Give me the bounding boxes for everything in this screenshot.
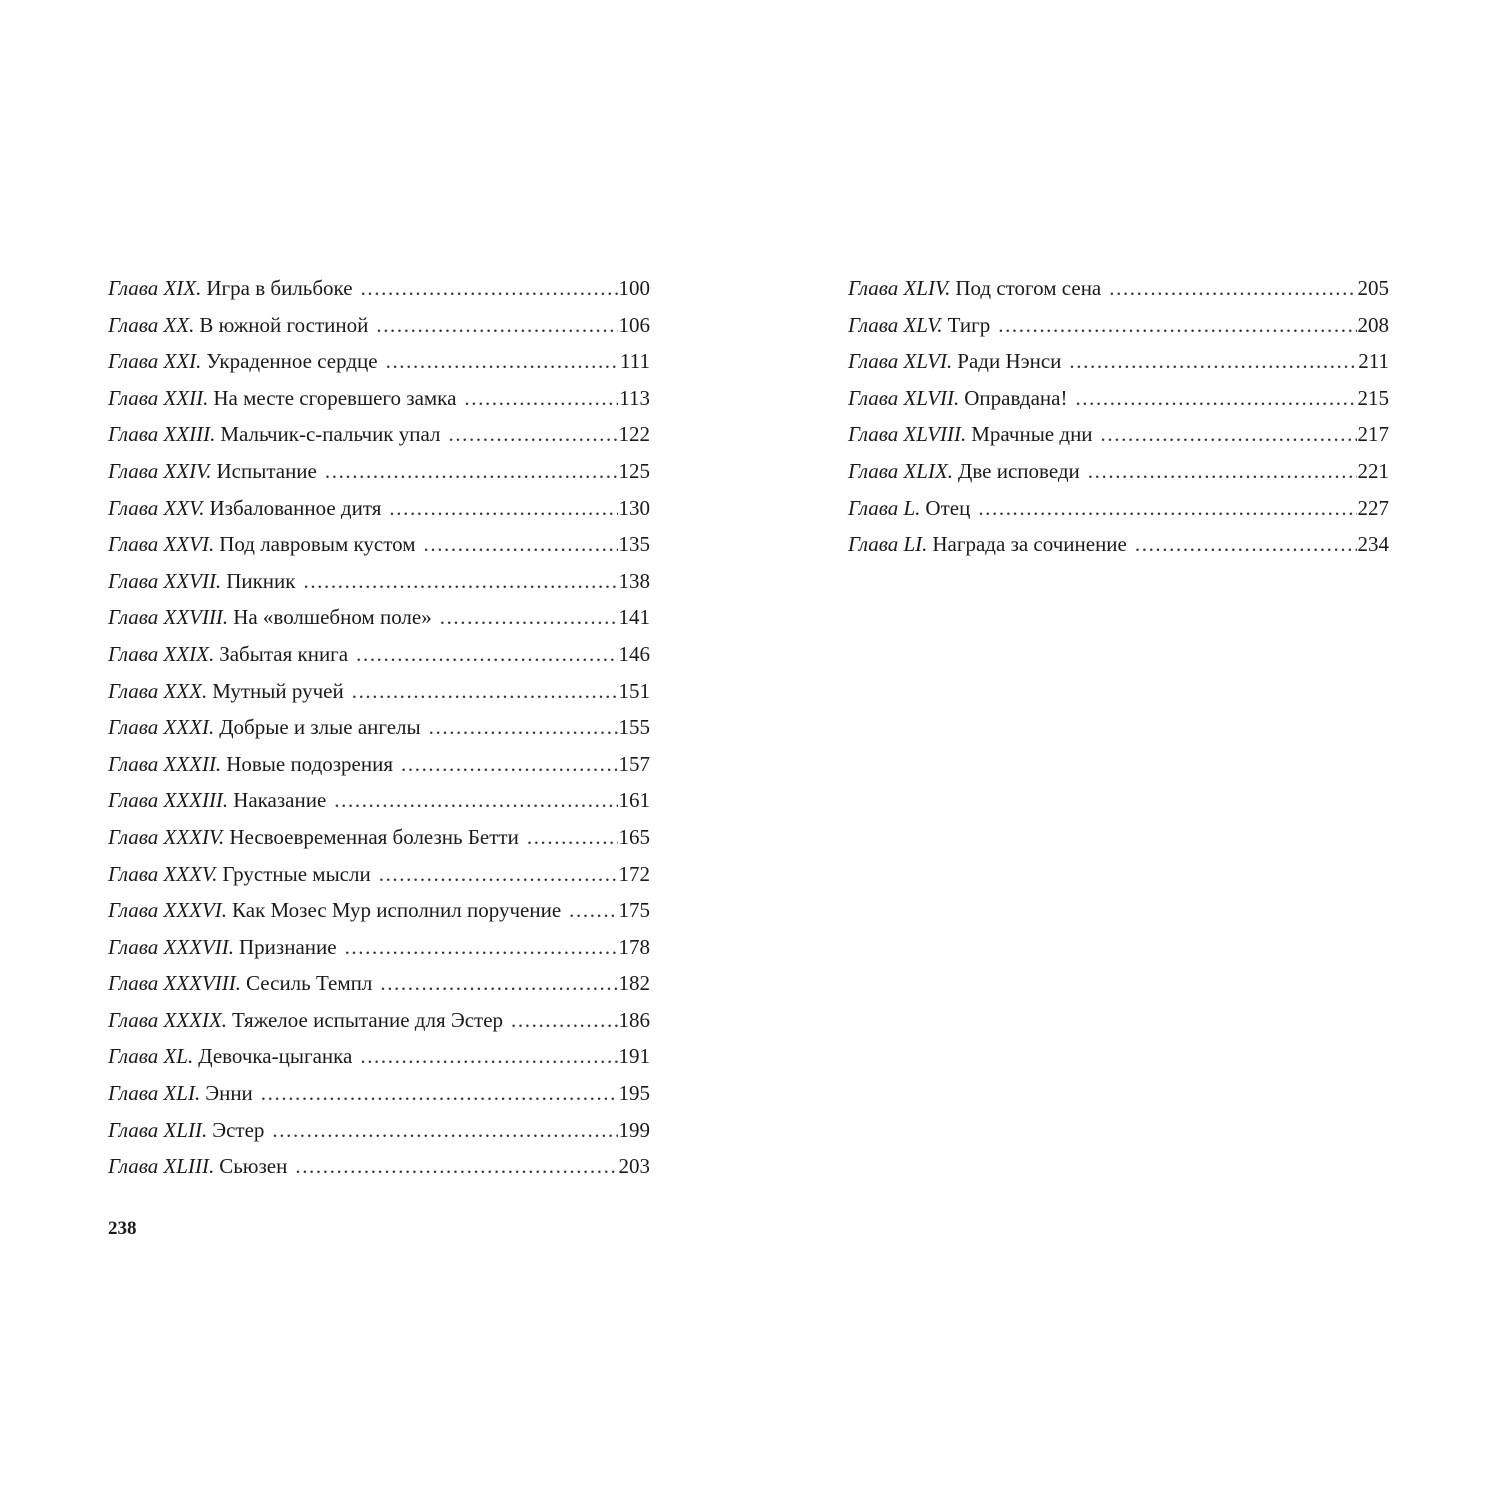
chapter-label: Глава XXXIV. [108, 824, 225, 849]
chapter-page-number: 182 [618, 971, 650, 996]
chapter-page-number: 208 [1357, 312, 1389, 337]
toc-entry [108, 673, 650, 710]
chapter-title: Тигр [947, 312, 991, 337]
toc-entry [108, 453, 650, 490]
chapter-label: Глава XXI. [108, 349, 202, 374]
chapter-label: Глава XXII. [108, 385, 209, 410]
toc-entry [108, 892, 650, 929]
chapter-label: Глава XXIX. [108, 641, 215, 666]
chapter-title: Оправдана! [964, 385, 1068, 410]
chapter-title: Эстер [212, 1117, 265, 1142]
toc-entry [108, 746, 650, 783]
chapter-label: Глава XLVI. [848, 349, 953, 374]
toc-entry [108, 307, 650, 344]
toc-entry [108, 965, 650, 1002]
dot-leader [970, 490, 1357, 527]
toc-entry [848, 526, 1389, 563]
toc-entry [108, 1148, 650, 1185]
dot-leader [1101, 270, 1357, 307]
chapter-title: Несвоевременная болезнь Бетти [229, 824, 519, 849]
toc-entry [108, 270, 650, 307]
chapter-page-number: 141 [618, 605, 650, 630]
dot-leader [264, 1112, 618, 1149]
chapter-label: Глава XLIII. [108, 1154, 215, 1179]
chapter-page-number: 234 [1357, 532, 1389, 557]
chapter-label: Глава XXIV. [108, 458, 212, 483]
chapter-label: Глава XXVI. [108, 532, 215, 557]
dot-leader [368, 307, 618, 344]
dot-leader [990, 307, 1357, 344]
chapter-title: Сесиль Темпл [246, 971, 373, 996]
dot-leader [503, 1002, 618, 1039]
chapter-label: Глава XL. [108, 1044, 194, 1069]
dot-leader [352, 1038, 618, 1075]
dot-leader [287, 1148, 618, 1185]
dot-leader [432, 599, 618, 636]
dot-leader [317, 453, 618, 490]
chapter-title: Под стогом сена [955, 276, 1102, 300]
chapter-label: Глава XXXII. [108, 751, 222, 776]
chapter-page-number: 191 [618, 1044, 650, 1069]
dot-leader [561, 892, 618, 929]
chapter-title: Добрые и злые ангелы [219, 715, 421, 740]
chapter-title: На «волшебном поле» [233, 605, 432, 630]
toc-entry [108, 490, 650, 527]
dot-leader [1093, 416, 1357, 453]
chapter-page-number: 203 [618, 1154, 650, 1179]
toc-entry [108, 343, 650, 380]
chapter-label: Глава XXXIII. [108, 788, 229, 813]
chapter-page-number: 199 [618, 1117, 650, 1142]
chapter-page-number: 130 [618, 495, 650, 520]
toc-entry [108, 819, 650, 856]
chapter-title: Пикник [226, 568, 296, 593]
chapter-title: Как Мозес Мур исполнил поручение [232, 898, 562, 923]
dot-leader [344, 673, 618, 710]
chapter-title: Избалованное дитя [209, 495, 382, 520]
chapter-page-number: 135 [618, 532, 650, 557]
chapter-title: Мутный ручей [212, 678, 344, 703]
toc-entry [848, 490, 1389, 527]
chapter-page-number: 146 [618, 641, 650, 666]
dot-leader [253, 1075, 618, 1112]
chapter-title: В южной гостиной [199, 312, 369, 337]
chapter-page-number: 172 [618, 861, 650, 886]
dot-leader [1080, 453, 1357, 490]
toc-entry [848, 453, 1389, 490]
dot-leader [1127, 526, 1357, 563]
chapter-label: Глава XXXV. [108, 861, 218, 886]
toc-entry [108, 1075, 650, 1112]
dot-leader [371, 856, 618, 893]
chapter-title: Игра в бильбоке [206, 276, 353, 300]
chapter-page-number: 215 [1357, 385, 1389, 410]
dot-leader [372, 965, 618, 1002]
chapter-page-number: 106 [618, 312, 650, 337]
chapter-title: Девочка-цыганка [198, 1044, 353, 1069]
dot-leader [337, 929, 618, 966]
toc-entry [848, 270, 1389, 307]
toc-entry [108, 599, 650, 636]
dot-leader [440, 416, 618, 453]
chapter-title: Забытая книга [219, 641, 349, 666]
chapter-title: Отец [925, 495, 971, 520]
toc-entry [108, 856, 650, 893]
chapter-label: Глава XXXVIII. [108, 971, 242, 996]
dot-leader [1067, 380, 1357, 417]
chapter-label: Глава XXIII. [108, 422, 216, 447]
chapter-label: Глава XLVII. [848, 385, 960, 410]
chapter-title: Мрачные дни [971, 422, 1093, 447]
chapter-title: Награда за сочинение [932, 532, 1127, 557]
toc-entry [848, 307, 1389, 344]
chapter-title: Энни [205, 1081, 253, 1106]
chapter-label: Глава L. [848, 495, 921, 520]
chapter-title: Две исповеди [958, 458, 1080, 483]
chapter-label: Глава XLIV. [848, 276, 951, 300]
dot-leader [353, 270, 618, 307]
chapter-label: Глава XXVII. [108, 568, 222, 593]
chapter-title: Мальчик-с-пальчик упал [220, 422, 441, 447]
dot-leader [416, 526, 619, 563]
dot-leader [519, 819, 618, 856]
chapter-title: Под лавровым кустом [219, 532, 416, 557]
chapter-label: Глава XXXIX. [108, 1007, 228, 1032]
chapter-label: Глава XXX. [108, 678, 208, 703]
toc-entry [108, 526, 650, 563]
chapter-page-number: 111 [620, 349, 650, 374]
dot-leader [456, 380, 618, 417]
toc-entry [108, 929, 650, 966]
chapter-label: Глава XLII. [108, 1117, 208, 1142]
chapter-page-number: 122 [618, 422, 650, 447]
toc-right-column [848, 270, 1389, 563]
page-number: 238 [108, 1218, 137, 1239]
dot-leader [348, 636, 618, 673]
chapter-label: Глава XX. [108, 312, 195, 337]
toc-entry [108, 782, 650, 819]
toc-left-column [108, 270, 650, 1185]
chapter-label: Глава XXVIII. [108, 605, 229, 630]
toc-entry [848, 343, 1389, 380]
chapter-page-number: 175 [618, 898, 650, 923]
dot-leader [1061, 343, 1357, 380]
dot-leader [393, 746, 618, 783]
dot-leader [421, 709, 618, 746]
chapter-label: Глава XLIX. [848, 458, 954, 483]
chapter-label: Глава XIX. [108, 276, 202, 300]
chapter-page-number: 161 [618, 788, 650, 813]
toc-entry [108, 1112, 650, 1149]
chapter-label: Глава LI. [848, 532, 928, 557]
chapter-page-number: 125 [618, 458, 650, 483]
dot-leader [295, 563, 618, 600]
dot-leader [378, 343, 618, 380]
chapter-page-number: 138 [618, 568, 650, 593]
chapter-title: Тяжелое испытание для Эстер [232, 1007, 504, 1032]
chapter-page-number: 221 [1357, 458, 1389, 483]
toc-entry [108, 709, 650, 746]
chapter-label: Глава XXXI. [108, 715, 215, 740]
chapter-title: Новые подозрения [226, 751, 394, 776]
toc-entry [848, 416, 1389, 453]
chapter-page-number: 227 [1357, 495, 1389, 520]
dot-leader [326, 782, 618, 819]
chapter-label: Глава XLVIII. [848, 422, 967, 447]
chapter-page-number: 186 [618, 1007, 650, 1032]
chapter-title: Признание [239, 934, 337, 959]
chapter-label: Глава XLV. [848, 312, 943, 337]
chapter-label: Глава XXV. [108, 495, 205, 520]
toc-entry [848, 380, 1389, 417]
chapter-page-number: 155 [618, 715, 650, 740]
chapter-title: Грустные мысли [222, 861, 371, 886]
chapter-page-number: 151 [618, 678, 650, 703]
chapter-page-number: 157 [618, 751, 650, 776]
chapter-label: Глава XXXVI. [108, 898, 228, 923]
toc-entry [108, 636, 650, 673]
dot-leader [381, 490, 618, 527]
chapter-label: Глава XXXVII. [108, 934, 235, 959]
chapter-page-number: 165 [618, 824, 650, 849]
chapter-label: Глава XLI. [108, 1081, 201, 1106]
toc-entry [108, 380, 650, 417]
chapter-title: На месте сгоревшего замка [213, 385, 457, 410]
toc-entry [108, 1038, 650, 1075]
toc-entry [108, 1002, 650, 1039]
chapter-page-number: 217 [1357, 422, 1389, 447]
chapter-page-number: 205 [1357, 276, 1389, 300]
chapter-page-number: 211 [1358, 349, 1389, 374]
chapter-page-number: 113 [619, 385, 650, 410]
chapter-title: Украденное сердце [206, 349, 378, 374]
toc-entry [108, 416, 650, 453]
chapter-title: Испытание [216, 458, 317, 483]
toc-entry [108, 563, 650, 600]
chapter-title: Сьюзен [219, 1154, 288, 1179]
chapter-page-number: 178 [618, 934, 650, 959]
chapter-page-number: 195 [618, 1081, 650, 1106]
chapter-title: Наказание [233, 788, 327, 813]
chapter-page-number: 100 [618, 276, 650, 300]
chapter-title: Ради Нэнси [957, 349, 1062, 374]
